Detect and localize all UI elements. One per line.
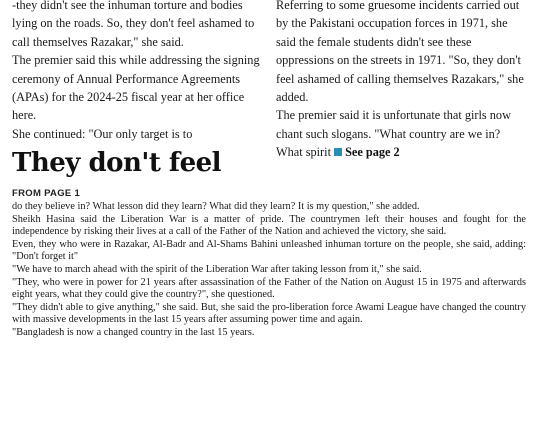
from-page-kicker: FROM PAGE 1 (12, 188, 81, 199)
continued-article-body (12, 201, 526, 340)
right-paragraph-1: Referring to some gruesome incidents carried out by the Pakistani occupation forces in 1971, she said the female students didn't see these oppressions on the streets in 1971. "So, they don't feel ashamed of calling themselves Razakars," she added. (276, 0, 524, 105)
left-article-column (12, 0, 264, 143)
continued-paragraph-7: "Bangladesh is now a changed country in the last 15 years. (12, 326, 255, 338)
continued-paragraph-4: "We have to march ahead with the spirit of the Liberation War after taking lesson from it," she said. (12, 263, 422, 275)
continued-paragraph-2: Sheikh Hasina said the Liberation War is a matter of pride. The countrymen left their houses and fought for the independence by risking their lives at a call of the Father of the Nation and achieved the victory, she said. (12, 213, 526, 238)
left-paragraph-3: She continued: "Our only target is to (12, 126, 193, 141)
continued-paragraph-6: "They didn't able to give anything," she said. But, she said the pro-liberation force Awami League have changed the country with massive developments in the last 15 years after assuming power time and again. (12, 301, 526, 326)
left-paragraph-1: -they didn't see the inhuman torture and bodies lying on the roads. So, they don't feel ashamed to call themselves Razakar," she said. (12, 0, 255, 49)
see-page-label: See page 2 (345, 145, 400, 160)
continued-paragraph-3: Even, they who were in Razakar, Al-Badr and Al-Shams Bahini unleashed inhuman torture on the people, she said, adding: "Don't forget it" (12, 238, 526, 263)
right-article-column (276, 0, 528, 162)
left-paragraph-2: The premier said this while addressing the signing ceremony of Annual Performance Agreements (APAs) for the 2024-25 fiscal year at her office here. (12, 53, 260, 123)
right-paragraph-2-text: The premier said it is unfortunate that girls now chant such slogans. "What country are we in? What spirit (276, 108, 511, 160)
see-page-link[interactable] (334, 145, 400, 159)
continuation-headline: They don't feel (12, 148, 222, 178)
continued-paragraph-5: "They, who were in power for 21 years after assassination of the Father of the Nation on August 15 in 1975 and afterwards eight years, what they could give the country?", she questioned. (12, 276, 526, 301)
continued-paragraph-1: do they believe in? What lesson did they learn? What did they learn? It is my question," she added. (12, 201, 420, 212)
right-paragraph-2 (276, 106, 528, 161)
square-bullet-icon (334, 148, 342, 156)
